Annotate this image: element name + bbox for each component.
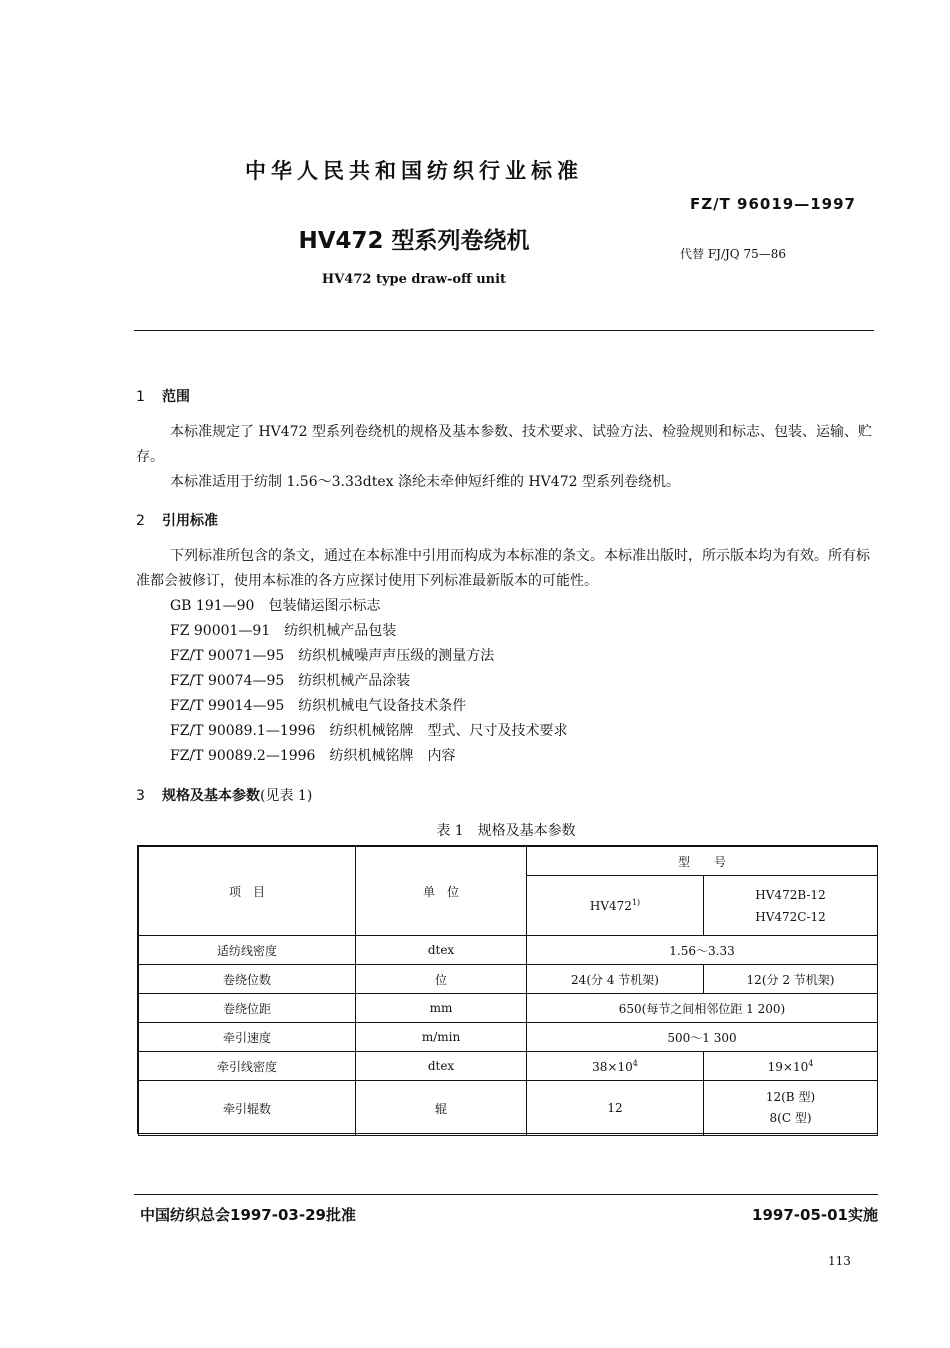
row-unit: 位 — [356, 965, 527, 994]
row-value-a: 12 — [527, 1081, 704, 1136]
row-value-a: 24(分 4 节机架) — [527, 965, 704, 994]
value-b-line-2: 8(C 型) — [769, 1111, 812, 1125]
effective-date: 1997-05-01实施 — [752, 1206, 878, 1224]
footer-divider — [134, 1194, 878, 1195]
model-b-label: HV472B-12 — [755, 887, 826, 902]
approval-line: 中国纺织总会1997-03-29批准 — [140, 1206, 356, 1224]
reference-item: FZ 90001—91 纺织机械产品包装 — [170, 623, 397, 639]
row-value-a — [527, 1052, 704, 1081]
row-unit: 辊 — [356, 1081, 527, 1136]
section-3-title: 规格及基本参数 — [162, 788, 260, 804]
reference-item: FZ/T 90071—95 纺织机械噪声声压级的测量方法 — [170, 648, 495, 664]
table-row — [139, 1081, 878, 1136]
row-unit: mm — [356, 994, 527, 1023]
section-3-heading — [136, 785, 312, 805]
model-a-label: HV472 — [589, 899, 632, 913]
page-number: 113 — [828, 1254, 851, 1268]
table-row — [139, 936, 878, 965]
value-b-exponent: 4 — [808, 1058, 814, 1068]
section-1-heading — [136, 386, 190, 406]
section-1-title: 范围 — [162, 389, 190, 405]
section-1-paragraph-2: 本标准适用于纺制 1.56～3.33dtex 涤纶未牵伸短纤维的 HV472 型系列卷绕机。 — [170, 474, 680, 490]
value-b-base: 19×10 — [767, 1059, 809, 1074]
row-unit: dtex — [356, 1052, 527, 1081]
document-title: HV472 型系列卷绕机 — [298, 228, 530, 254]
row-item: 牵引速度 — [139, 1023, 356, 1052]
reference-item: FZ/T 99014—95 纺织机械电气设备技术条件 — [170, 698, 467, 714]
row-unit: dtex — [356, 936, 527, 965]
issuing-body-title: 中华人民共和国纺织行业标准 — [245, 159, 583, 183]
table-header-item: 项 目 — [139, 847, 356, 936]
section-1-paragraph-1: 本标准规定了 HV472 型系列卷绕机的规格及基本参数、技术要求、试验方法、检验规则和标志、包装、运输、贮存。 — [136, 424, 872, 465]
section-3-title-suffix: (见表 1) — [260, 788, 313, 804]
row-item: 卷绕位距 — [139, 994, 356, 1023]
row-value: 500～1 300 — [527, 1023, 878, 1052]
reference-item: FZ/T 90089.1—1996 纺织机械铭牌 型式、尺寸及技术要求 — [170, 723, 568, 739]
section-3-number: 3 — [136, 788, 145, 804]
table-header-model-hv472 — [527, 876, 704, 936]
table-caption: 表 1 规格及基本参数 — [436, 823, 576, 839]
row-value-b — [704, 1052, 878, 1081]
section-1-number: 1 — [136, 389, 145, 405]
header-divider — [134, 330, 874, 331]
row-item: 牵引辊数 — [139, 1081, 356, 1136]
row-item: 适纺线密度 — [139, 936, 356, 965]
table-header-model: 型 号 — [527, 847, 878, 876]
table-row — [139, 1052, 878, 1081]
document-title-english: HV472 type draw-off unit — [321, 272, 507, 287]
table-row — [139, 994, 878, 1023]
table-row — [139, 1023, 878, 1052]
table-row — [139, 965, 878, 994]
reference-item: FZ/T 90074—95 纺织机械产品涂装 — [170, 673, 411, 689]
row-value-b — [704, 1081, 878, 1136]
section-2-title: 引用标准 — [162, 513, 218, 529]
value-a-base: 38×10 — [592, 1059, 633, 1074]
section-2-number: 2 — [136, 513, 145, 529]
replaces-standard: 代替 FJ/JQ 75—86 — [680, 247, 786, 261]
row-item: 卷绕位数 — [139, 965, 356, 994]
row-item: 牵引线密度 — [139, 1052, 356, 1081]
standard-number: FZ/T 96019—1997 — [690, 195, 856, 213]
row-value: 1.56～3.33 — [527, 936, 878, 965]
value-a-exponent: 4 — [632, 1058, 638, 1068]
section-2-paragraph: 下列标准所包含的条文，通过在本标准中引用而构成为本标准的条文。本标准出版时，所示版本均为有效。所有标准都会被修订，使用本标准的各方应探讨使用下列标准最新版本的可能性。 — [136, 548, 870, 589]
row-value-b: 12(分 2 节机架) — [704, 965, 878, 994]
reference-item: FZ/T 90089.2—1996 纺织机械铭牌 内容 — [170, 748, 456, 764]
reference-item: GB 191—90 包装储运图示标志 — [170, 598, 381, 614]
value-b-line-1: 12(B 型) — [765, 1090, 816, 1104]
section-2-heading — [136, 510, 218, 530]
row-value: 650(每节之间相邻位距 1 200) — [527, 994, 878, 1023]
parameters-table — [138, 846, 878, 1136]
model-c-label: HV472C-12 — [755, 909, 826, 924]
model-a-footnote-mark: 1) — [631, 898, 641, 907]
table-header-model-hv472b-c — [704, 876, 878, 936]
row-unit: m/min — [356, 1023, 527, 1052]
table-header-unit: 单 位 — [356, 847, 527, 936]
